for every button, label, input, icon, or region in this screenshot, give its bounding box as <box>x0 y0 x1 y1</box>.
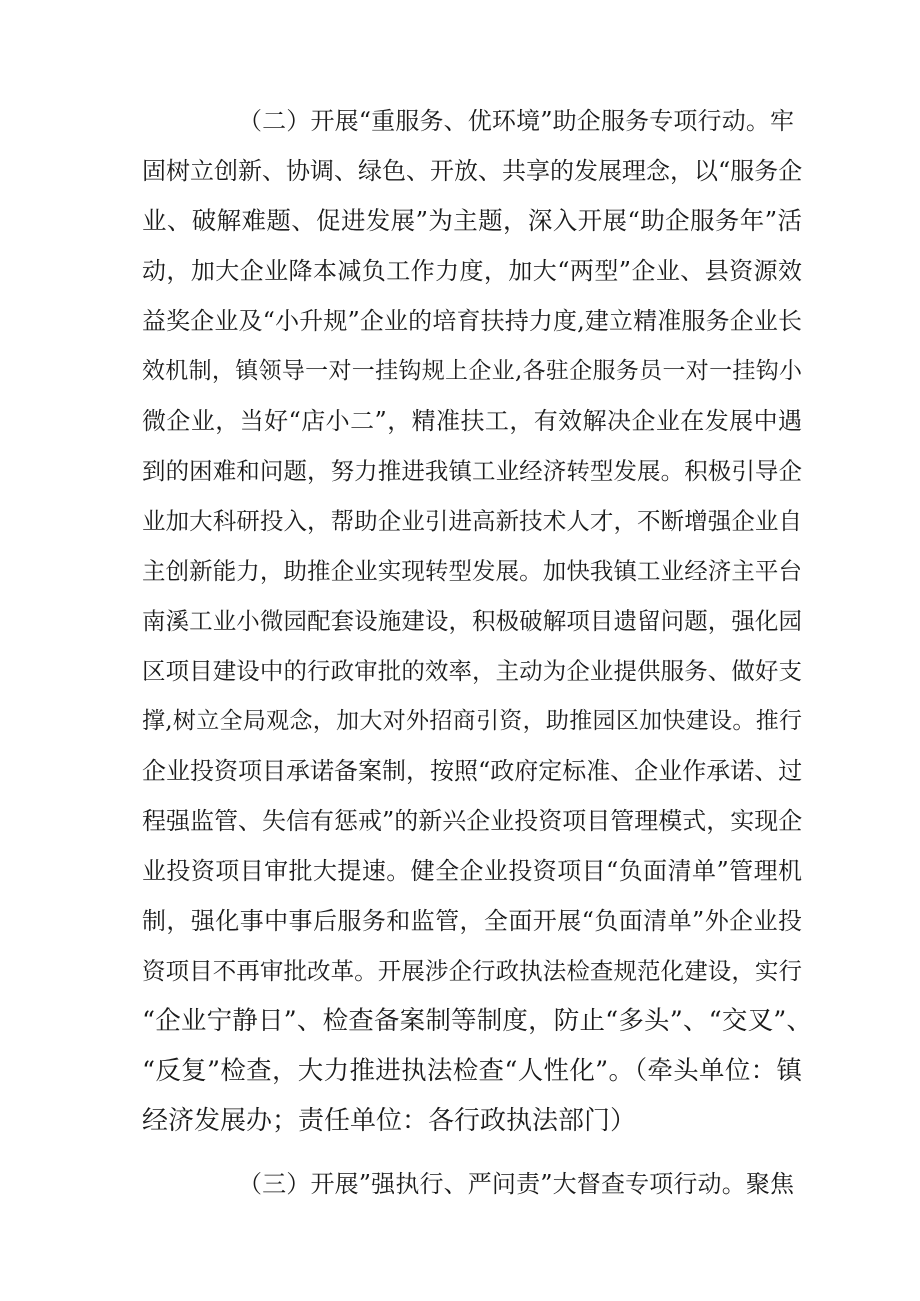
text-line: 动，加大企业降本减负工作力度，加大“两型”企业、县资源效 <box>142 257 802 285</box>
text-line: 资项目不再审批改革。开展涉企行政执法检查规范化建设，实行 <box>142 957 802 985</box>
text-line: 固树立创新、协调、绿色、开放、共享的发展理念，以“服务企 <box>142 157 803 185</box>
text-line: 到的困难和问题，努力推进我镇工业经济转型发展。积极引导企 <box>142 457 802 485</box>
text-line: “企业宁静日”、检查备案制等制度，防止“多头”、“交叉”、 <box>142 1006 812 1036</box>
text-line: 企业投资项目承诺备案制，按照“政府定标准、企业作承诺、过 <box>142 757 803 785</box>
text-line: 经济发展办；责任单位：各行政执法部门） <box>142 1106 637 1136</box>
text-line: （三）开展”强执行、严问责”大督查专项行动。聚焦 <box>238 1170 794 1198</box>
text-line: 业加大科研投入，帮助企业引进高新技术人才，不断增强企业自 <box>142 507 802 535</box>
text-line: 程强监管、失信有惩戒”的新兴企业投资项目管理模式，实现企 <box>142 807 803 835</box>
text-line: （二）开展“重服务、优环境”助企服务专项行动。牢 <box>238 107 794 135</box>
text-line: 主创新能力，助推企业实现转型发展。加快我镇工业经济主平台 <box>142 557 802 585</box>
text-line: 业、破解难题、促进发展”为主题，深入开展“助企服务年”活 <box>142 206 802 235</box>
text-line: “反复”检查，大力推进执法检查“人性化”。（牵头单位：镇 <box>142 1056 802 1086</box>
text-line: 南溪工业小微园配套设施建设，积极破解项目遗留问题，强化园 <box>142 607 802 635</box>
text-line: 业投资项目审批大提速。健全企业投资项目“负面清单”管理机 <box>142 857 802 885</box>
text-line: 区项目建设中的行政审批的效率，主动为企业提供服务、做好支 <box>142 657 802 685</box>
text-line: 微企业，当好“店小二”，精准扶工，有效解决企业在发展中遇 <box>142 407 802 435</box>
text-line: 撑,树立全局观念，加大对外招商引资，助推园区加快建设。推行 <box>142 708 802 734</box>
text-line: 益奖企业及“小升规”企业的培育扶持力度,建立精准服务企业长 <box>142 307 802 335</box>
text-line: 制，强化事中事后服务和监管，全面开展“负面清单”外企业投 <box>142 907 802 935</box>
text-line: 效机制，镇领导一对一挂钩规上企业,各驻企服务员一对一挂钩小 <box>142 358 802 384</box>
